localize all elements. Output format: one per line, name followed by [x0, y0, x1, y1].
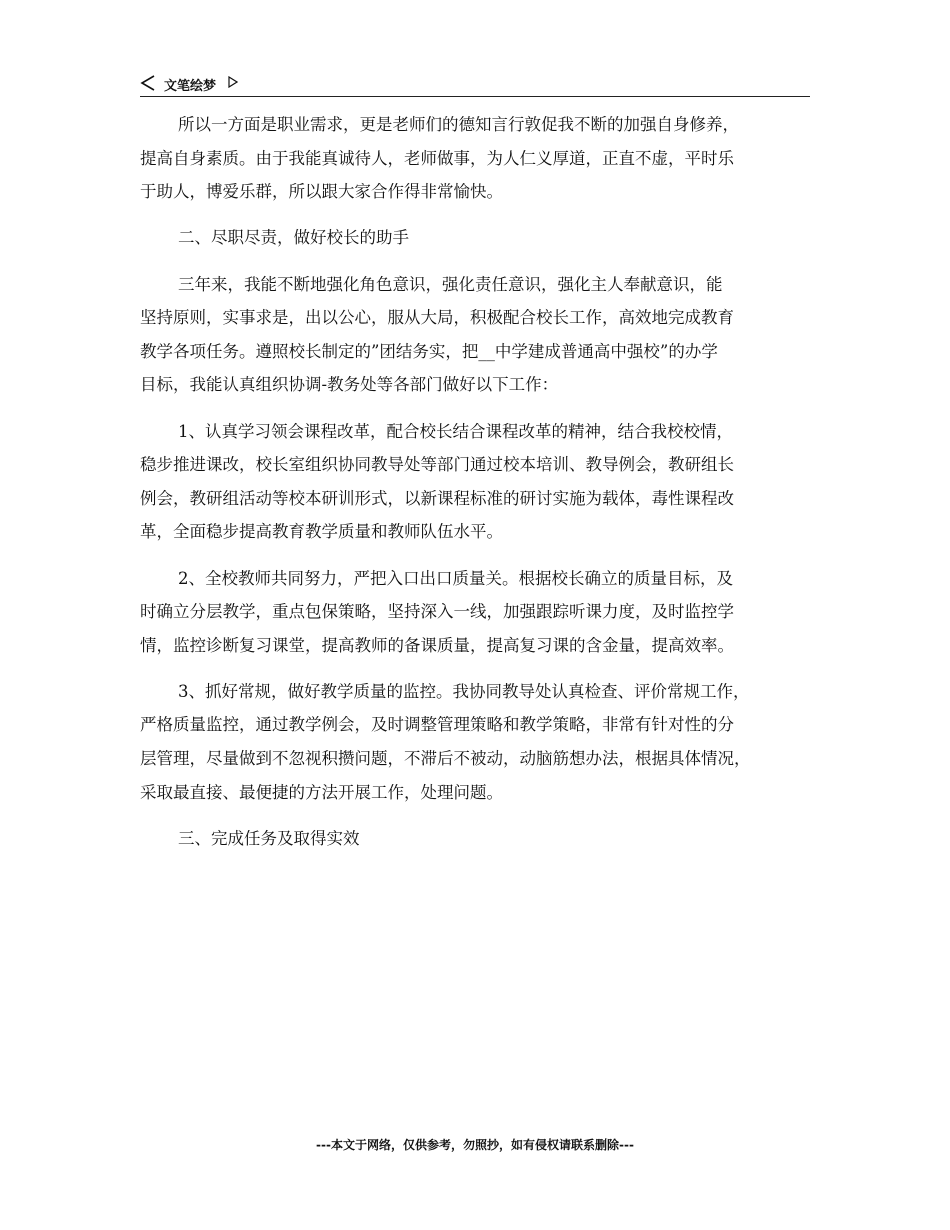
text-line: 情，监控诊断复习课堂，提高教师的备课质量，提高复习课的含金量，提高效率。: [140, 635, 734, 655]
paragraph-item-3: [140, 675, 820, 809]
text-line: 严格质量监控，通过教学例会，及时调整管理策略和教学策略，非常有针对性的分: [140, 715, 734, 735]
text-line: 稳步推进课改，校长室组织协同教导处等部门通过校本培训、教导例会，教研组长: [140, 455, 734, 475]
heading-text: 二、尽职尽责，做好校长的助手: [178, 228, 409, 248]
text-line: 例会，教研组活动等校本研训形式，以新课程标准的研讨实施为载体，毒性课程改: [140, 488, 734, 508]
section-heading-3: [140, 822, 820, 856]
forward-triangle-icon: [228, 76, 238, 88]
document-body: [140, 108, 820, 868]
text-line: 目标，我能认真组织协调-教务处等各部门做好以下工作：: [140, 375, 559, 395]
text-line: 于助人，博爱乐群，所以跟大家合作得非常愉快。: [140, 182, 503, 202]
heading-text: 三、完成任务及取得实效: [178, 828, 360, 848]
text-line: 时确立分层教学，重点包保策略，坚持深入一线，加强跟踪听课力度，及时监控学: [140, 602, 734, 622]
text-line: 3、抓好常规，做好教学质量的监控。我协同教导处认真检查、评价常规工作，: [178, 681, 750, 701]
text-line: 层管理，尽量做到不忽视积攒问题，不滞后不被动，动脑筋想办法，根据具体情况，: [140, 749, 751, 769]
paragraph-item-2: [140, 562, 820, 663]
paragraph-item-1: [140, 415, 820, 549]
section-heading-2: [140, 221, 820, 255]
text-line: 采取最直接、最便捷的方法开展工作，处理问题。: [140, 782, 503, 802]
back-triangle-icon: [140, 74, 156, 92]
text-line: 提高自身素质。由于我能真诚待人，老师做事，为人仁义厚道，正直不虚，平时乐: [140, 148, 734, 168]
text-line: 三年来，我能不断地强化角色意识，强化责任意识，强化主人奉献意识，能: [178, 274, 723, 294]
text-line: 坚持原则，实事求是，出以公心，服从大局，积极配合校长工作，高效地完成教育: [140, 308, 734, 328]
text-line: 教学各项任务。遵照校长制定的”团结务实，把__中学建成普通高中强校”的办学: [140, 341, 718, 361]
page-header: [140, 72, 810, 97]
paragraph-three-years: [140, 268, 820, 402]
text-line: 革，全面稳步提高教育教学质量和教师队伍水平。: [140, 522, 503, 542]
page-footer-disclaimer: ---本文于网络，仅供参考，勿照抄，如有侵权请联系删除---: [316, 1138, 634, 1152]
text-line: 所以一方面是职业需求，更是老师们的德知言行敦促我不断的加强自身修养，: [178, 115, 739, 134]
text-line: 1、认真学习领会课程改革，配合校长结合课程改革的精神，结合我校校情，: [178, 421, 733, 441]
text-line: 2、全校教师共同努力，严把入口出口质量关。根据校长确立的质量目标，及: [178, 568, 733, 588]
paragraph-self-cultivation: [140, 108, 820, 209]
header-brand: 文笔绘梦: [164, 79, 217, 94]
